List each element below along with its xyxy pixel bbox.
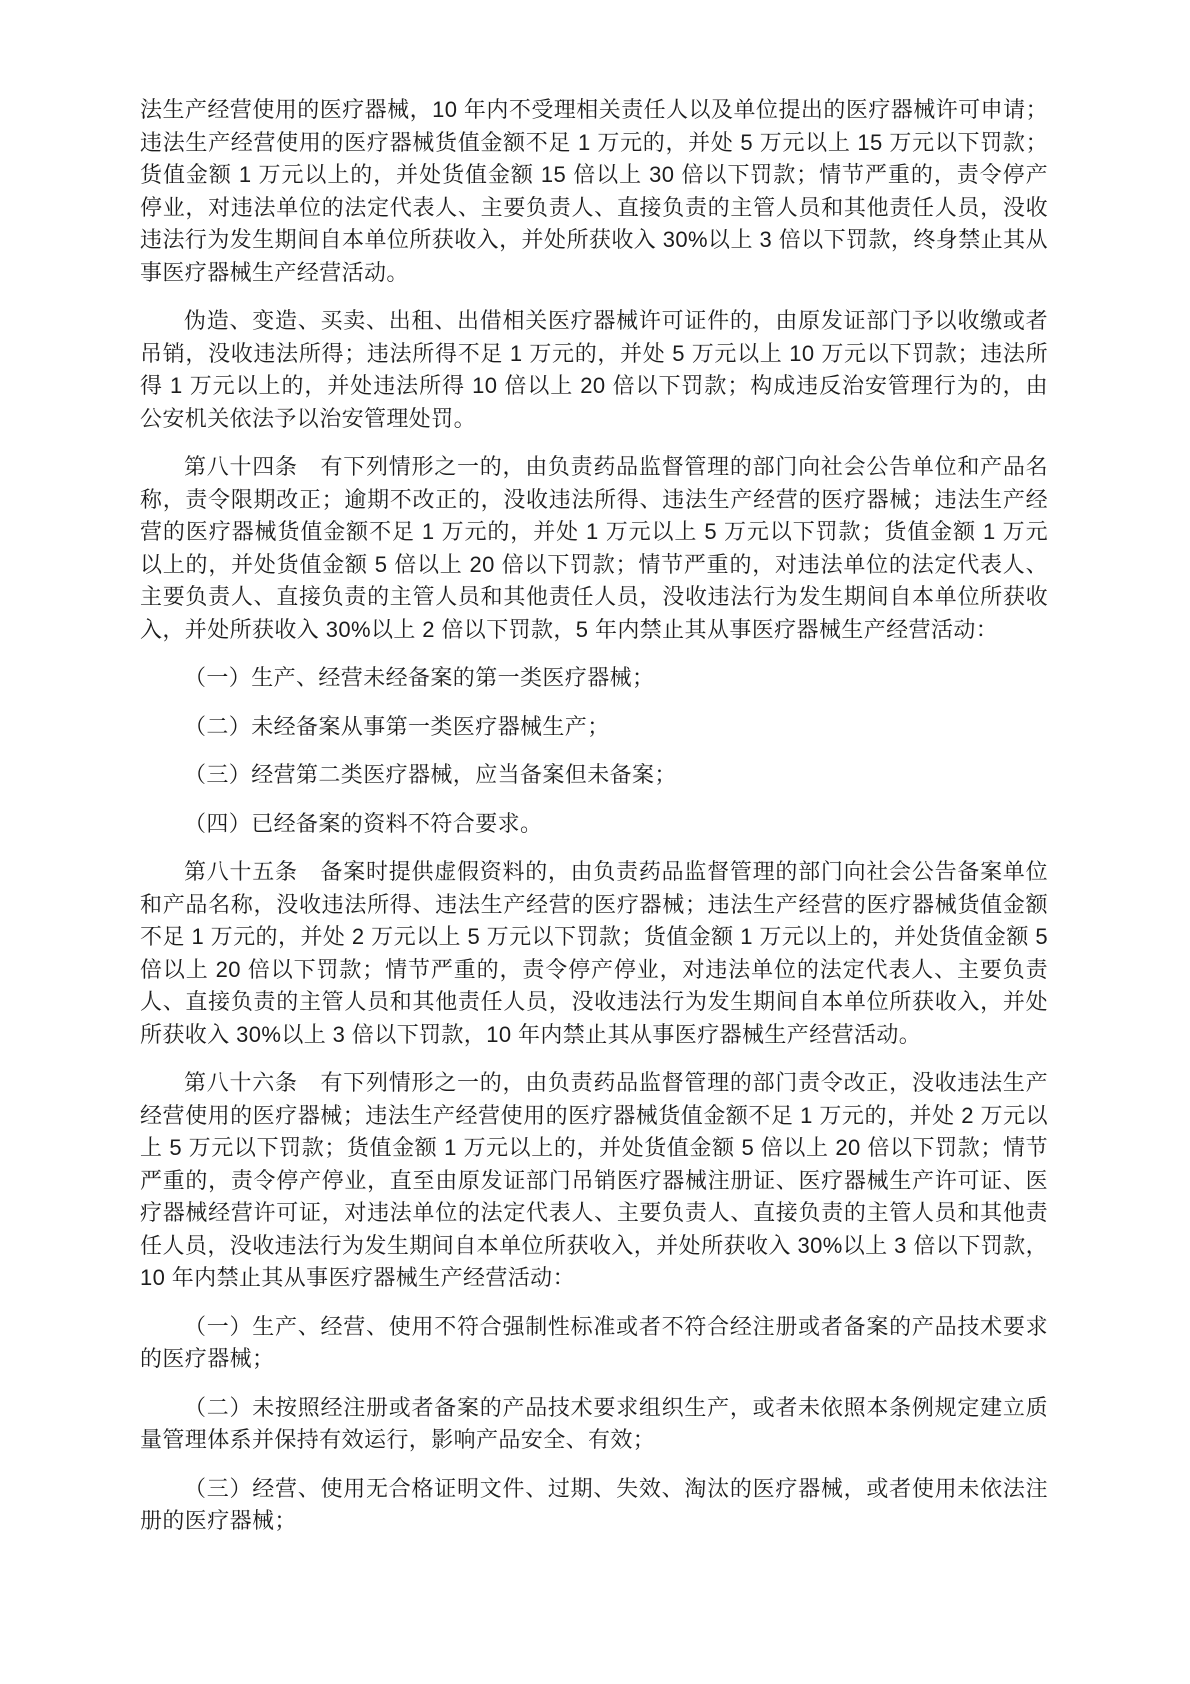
body-paragraph: 伪造、变造、买卖、出租、出借相关医疗器械许可证件的，由原发证部门予以收缴或者吊销，没收违法所得；违法所得不足 1 万元的，并处 5 万元以上 10 万元以下罚款；违法所得 1 万元以上的，并处违法所得 10 倍以上 20 倍以下罚款；构成违反治安管理行为的，由公安机关依法予以治安管理处罚。: [140, 308, 1048, 431]
body-paragraph: 第八十六条 有下列情形之一的，由负责药品监督管理的部门责令改正，没收违法生产经营使用的医疗器械；违法生产经营使用的医疗器械货值金额不足 1 万元的，并处 2 万元以上 5 万元以下罚款；货值金额 1 万元以上的，并处货值金额 5 倍以上 20 倍以下罚款；情节严重的，责令停产停业，直至由原发证部门吊销医疗器械注册证、医疗器械生产许可证、医疗器械经营许可证，对违法单位的法定代表人、主要负责人、直接负责的主管人员和其他责任人员，没收违法行为发生期间自本单位所获收入，并处所获收入 30%以上 3 倍以下罚款，10 年内禁止其从事医疗器械生产经营活动：: [140, 1070, 1048, 1290]
list-item-paragraph: （一）生产、经营、使用不符合强制性标准或者不符合经注册或者备案的产品技术要求的医疗器械；: [140, 1313, 1048, 1371]
body-paragraph: 第八十四条 有下列情形之一的，由负责药品监督管理的部门向社会公告单位和产品名称，责令限期改正；逾期不改正的，没收违法所得、违法生产经营的医疗器械；违法生产经营的医疗器械货值金额不足 1 万元的，并处 1 万元以上 5 万元以下罚款；货值金额 1 万元以上的，并处货值金额 5 倍以上 20 倍以下罚款；情节严重的，对违法单位的法定代表人、主要负责人、直接负责的主管人员和其他责任人员，没收违法行为发生期间自本单位所获收入，并处所获收入 30%以上 2 倍以下罚款，5 年内禁止其从事医疗器械生产经营活动：: [140, 454, 1048, 642]
list-item-paragraph: （三）经营第二类医疗器械，应当备案但未备案；: [184, 762, 677, 787]
list-item-paragraph: （三）经营、使用无合格证明文件、过期、失效、淘汰的医疗器械，或者使用未依法注册的医疗器械；: [140, 1475, 1048, 1533]
body-paragraph: 第八十五条 备案时提供虚假资料的，由负责药品监督管理的部门向社会公告备案单位和产品名称，没收违法所得、违法生产经营的医疗器械；违法生产经营的医疗器械货值金额不足 1 万元的，并处 2 万元以上 5 万元以下罚款；货值金额 1 万元以上的，并处货值金额 5 倍以上 20 倍以下罚款；情节严重的，责令停产停业，对违法单位的法定代表人、主要负责人、直接负责的主管人员和其他责任人员，没收违法行为发生期间自本单位所获收入，并处所获收入 30%以上 3 倍以下罚款，10 年内禁止其从事医疗器械生产经营活动。: [140, 859, 1048, 1047]
document-content: [140, 94, 1048, 1538]
list-item-paragraph: （四）已经备案的资料不符合要求。: [184, 810, 543, 836]
list-item-paragraph: （一）生产、经营未经备案的第一类医疗器械；: [184, 665, 655, 690]
list-item-paragraph: （二）未经备案从事第一类医疗器械生产；: [184, 713, 610, 739]
continuation-paragraph: 法生产经营使用的医疗器械，10 年内不受理相关责任人以及单位提出的医疗器械许可申请；违法生产经营使用的医疗器械货值金额不足 1 万元的，并处 5 万元以上 15 万元以下罚款；货值金额 1 万元以上的，并处货值金额 15 倍以上 30 倍以下罚款；情节严重的，责令停产停业，对违法单位的法定代表人、主要负责人、直接负责的主管人员和其他责任人员，没收违法行为发生期间自本单位所获收入，并处所获收入 30%以上 3 倍以下罚款，终身禁止其从事医疗器械生产经营活动。: [140, 97, 1048, 285]
list-item-paragraph: （二）未按照经注册或者备案的产品技术要求组织生产，或者未依照本条例规定建立质量管理体系并保持有效运行，影响产品安全、有效；: [140, 1394, 1048, 1452]
